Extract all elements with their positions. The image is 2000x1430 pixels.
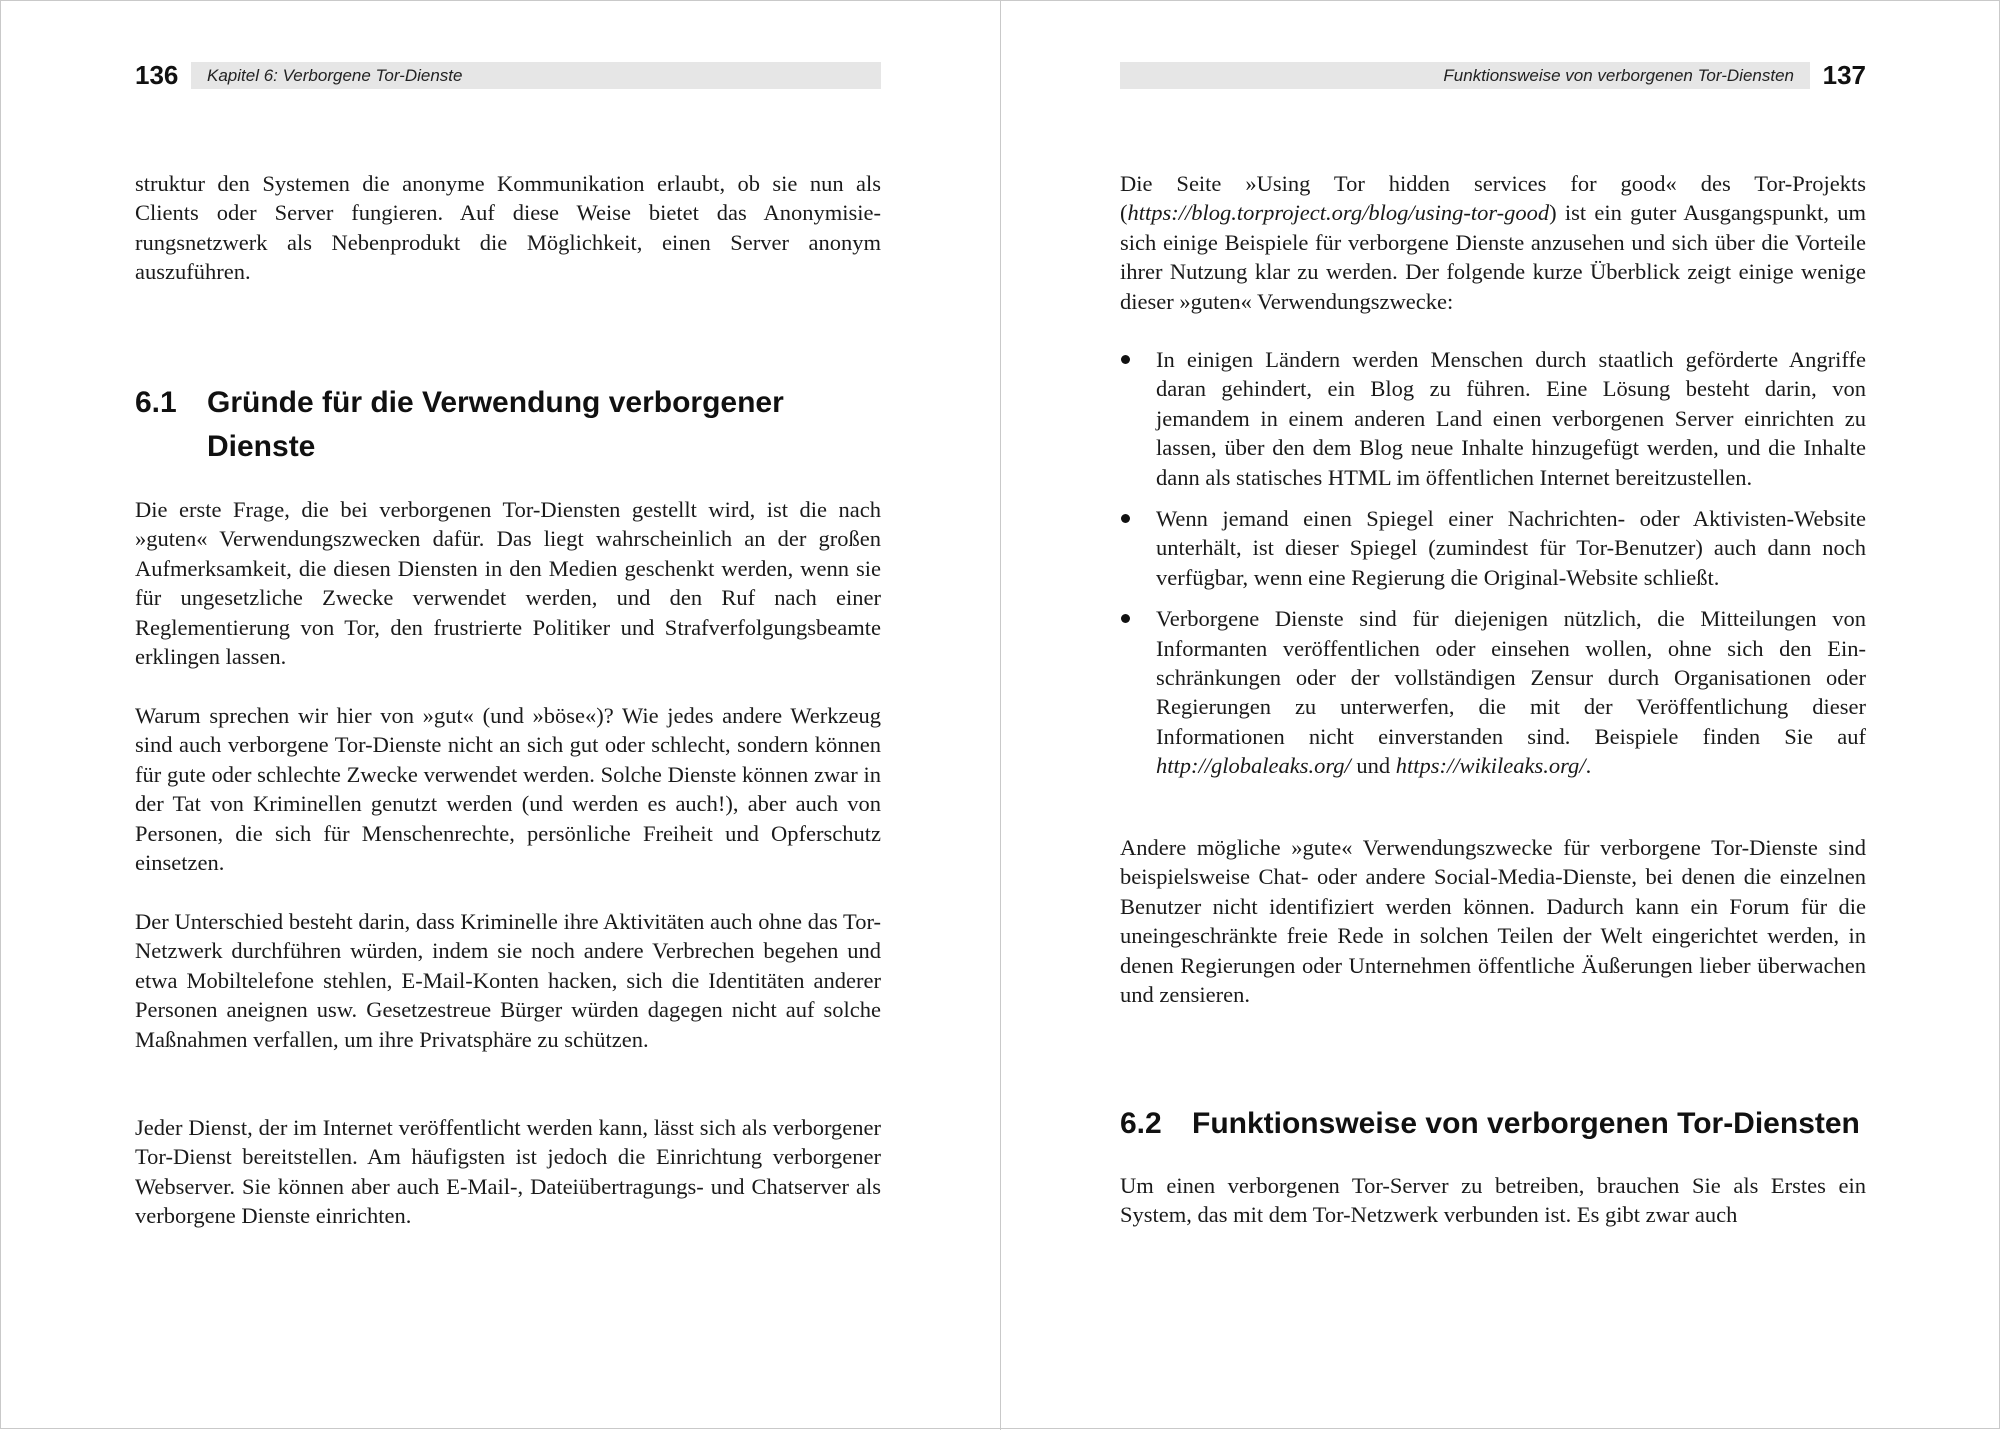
running-head bbox=[1120, 59, 1866, 91]
bullet-icon bbox=[1121, 514, 1130, 523]
running-title: Funktionsweise von verborgenen Tor-Diensten bbox=[1443, 66, 1794, 85]
section-heading bbox=[135, 381, 881, 469]
section-number: 6.1 bbox=[135, 386, 177, 419]
section-title: Gründe für die Verwendung verborgener Dienste bbox=[207, 386, 784, 463]
list-item-text: In einigen Ländern werden Menschen durch staatlich geförderte Angriffe daran gehindert, ein Blog zu führen. Eine Lösung besteht darin, von jemandem in einem anderen Land einen verborgenen Server einrichten zu lassen, über den dem Blog neue Inhalte hinzugefügt werden, und die Inhalte dann als statisches HTML im öffentlichen Internet bereitzustellen. bbox=[1156, 347, 1866, 490]
section-title: Funktionsweise von verborgenen Tor-Diensten bbox=[1192, 1107, 1860, 1140]
page-number: 136 bbox=[135, 60, 179, 90]
page-number: 137 bbox=[1822, 60, 1866, 90]
bullet-list bbox=[1120, 345, 1866, 793]
section-number: 6.2 bbox=[1120, 1107, 1162, 1140]
text-span: Die Seite »Using Tor hidden services for good« des Tor-Projekts ( bbox=[1120, 171, 1866, 226]
list-item-text: und bbox=[1350, 753, 1396, 779]
running-head bbox=[135, 59, 881, 91]
bullet-icon bbox=[1121, 355, 1130, 364]
section-heading bbox=[1120, 1102, 1866, 1146]
paragraph: Der Unterschied besteht darin, dass Kriminelle ihre Aktivitäten auch ohne das Tor-Netzwerk durchführen würden, indem sie noch andere Verbrechen begehen und etwa Mobiltelefone stehlen, E-Mail-Konten hacken, sich die Identitäten anderer Personen aneignen usw. Gesetzestreue Bürger würden dagegen nicht auf solche Maßnahmen verfallen, um ihre Privatsphäre zu schützen. bbox=[135, 909, 881, 1052]
page-gutter bbox=[1000, 1, 1001, 1430]
running-title: Kapitel 6: Verborgene Tor-Dienste bbox=[207, 66, 463, 85]
intro-paragraph bbox=[1120, 169, 1866, 316]
paragraph: Andere mögliche »gute« Verwendungszwecke für verborgene Tor-Dienste sind beispielsweise Chat- oder andere Social-Media-Dienste, bei denen die einzelnen Benutzer nicht identifiziert werden können. Dadurch kann ein Forum für die uneingeschränkte freie Rede in solchen Teilen der Welt eingerichtet werden, in denen Regierungen oder Unternehmen öffentliche Äußerungen lieber überwachen und zensieren. bbox=[1120, 835, 1866, 1008]
bullet-icon bbox=[1121, 614, 1130, 623]
left-page bbox=[135, 1, 881, 1430]
paragraph: Jeder Dienst, der im Internet veröffentlicht werden kann, lässt sich als verborgener Tor-Dienst bereitstellen. Am häufigsten ist jedoch die Einrichtung verborgener Webserver. Sie können aber auch E-Mail-, Dateiübertragungs- und Chatserver als verborgene Dienste einrichten. bbox=[135, 1115, 881, 1229]
text-span: ) ist ein guter Ausgangspunkt, um sich einige Beispiele für verborgene Dienste anzusehen und sich über die Vorteile ihrer Nutzung klar zu werden. Der folgende kurze Überblick zeigt einige wenige dieser »guten« Verwendungszwecke: bbox=[1120, 200, 1866, 314]
url-link[interactable]: http://globaleaks.org/ bbox=[1156, 753, 1351, 779]
list-item bbox=[1120, 504, 1866, 592]
paragraph: Um einen verborgenen Tor-Server zu betreiben, brauchen Sie als Erstes ein System, das mit dem Tor-Netzwerk verbunden ist. Es gibt zwar auch bbox=[1120, 1173, 1866, 1228]
paragraph: Die erste Frage, die bei verborgenen Tor-Diensten gestellt wird, ist die nach »guten« Verwendungszwecken dafür. Das liegt wahrscheinlich an der großen Aufmerksamkeit, die diesen Diensten in den Medien geschenkt werden, wenn sie für ungesetzliche Zwecke verwendet werden, und den Ruf nach einer Reglementierung von Tor, den frustrierte Politiker und Strafverfolgungsbeamte erklingen lassen. bbox=[135, 497, 881, 670]
list-item bbox=[1120, 604, 1866, 780]
list-item-text: Verborgene Dienste sind für diejenigen nützlich, die Mitteilungen von Informanten veröffentlichen oder einsehen wollen, ohne sich den Einschränkungen oder der vollständigen Zensur durch Organisationen oder Regierungen zu unterwerfen, die mit der Veröffentlichung dieser Informationen nicht einverstanden sind. Beispiele finden Sie auf bbox=[1156, 606, 1866, 749]
list-item bbox=[1120, 345, 1866, 492]
url-link[interactable]: https://blog.torproject.org/blog/using-tor-good bbox=[1127, 200, 1550, 226]
paragraph: Warum sprechen wir hier von »gut« (und »böse«)? Wie jedes andere Werkzeug sind auch verborgene Tor-Dienste nicht an sich gut oder schlecht, sondern können für gute oder schlechte Zwecke verwendet werden. Solche Dienste können zwar in der Tat von Kriminellen genutzt werden (und werden es auch!), aber auch von Personen, die sich für Menschenrechte, persönliche Freiheit und Opferschutz einsetzen. bbox=[135, 703, 881, 876]
intro-paragraph: struktur den Systemen die anonyme Kommunikation erlaubt, ob sie nun als Clients oder Server fungieren. Auf diese Weise bietet das Anonymisierungsnetzwerk als Nebenprodukt die Möglichkeit, einen Server anonym auszuführen. bbox=[135, 171, 881, 285]
list-item-text: . bbox=[1585, 753, 1592, 779]
right-page bbox=[1120, 1, 1866, 1430]
url-link[interactable]: https://wikileaks.org/ bbox=[1395, 753, 1586, 779]
list-item-text: Wenn jemand einen Spiegel einer Nachrichten- oder Aktivisten-Website unterhält, ist dieser Spiegel (zumindest für Tor-Benutzer) auch dann noch verfügbar, wenn eine Regierung die Original-Website schließt. bbox=[1156, 506, 1866, 590]
